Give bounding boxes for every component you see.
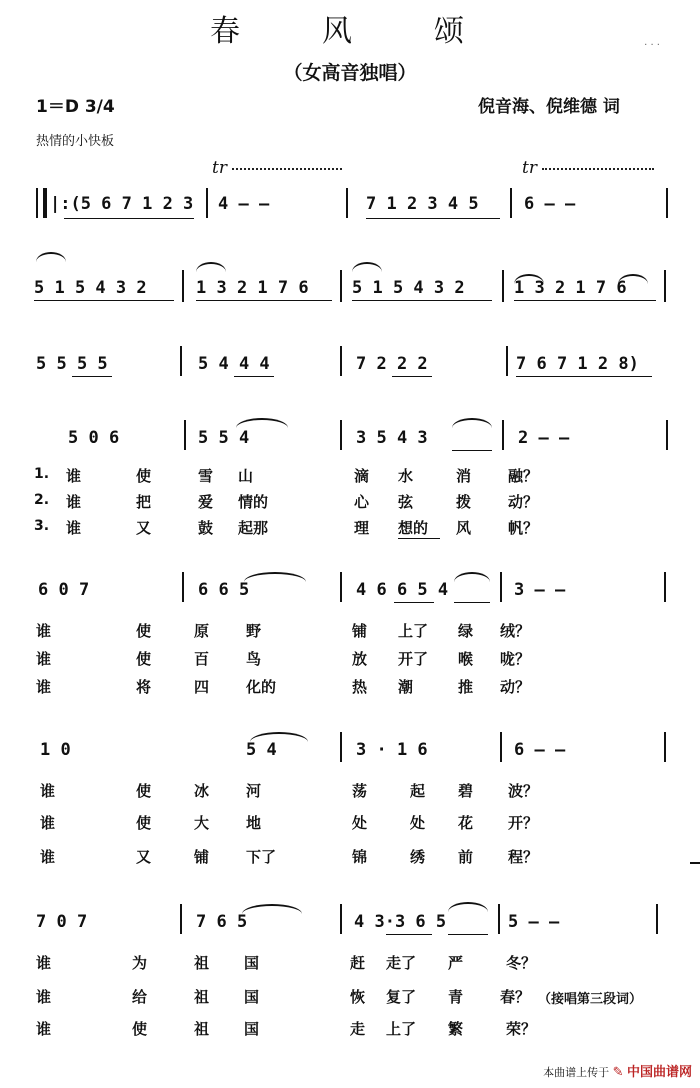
lyric: 波？ bbox=[508, 782, 539, 800]
lyric: 放 bbox=[352, 650, 368, 668]
lyric: 河 bbox=[246, 782, 262, 800]
lyric: 谁 bbox=[36, 1020, 52, 1038]
lyric: 冰 bbox=[194, 782, 210, 800]
lyric: 动？ bbox=[500, 678, 531, 696]
slur bbox=[448, 902, 488, 912]
lyric: 碧 bbox=[458, 782, 474, 800]
lyric: 荣？ bbox=[506, 1020, 537, 1038]
barline bbox=[656, 904, 658, 934]
lyric: 恢 bbox=[350, 988, 366, 1006]
measure-notes: 5 0 6 bbox=[68, 428, 120, 448]
lyric: 想的 bbox=[398, 519, 429, 537]
lyric: 滴 bbox=[354, 467, 370, 485]
lyric: 荡 bbox=[352, 782, 368, 800]
lyric: 复了 bbox=[386, 988, 417, 1006]
beam bbox=[452, 450, 492, 451]
lyric: 绣 bbox=[410, 848, 426, 866]
lyric: 谁 bbox=[66, 519, 82, 537]
lyric: 潮 bbox=[398, 678, 414, 696]
verse-number: 3. bbox=[34, 518, 50, 534]
barline bbox=[340, 270, 342, 302]
lyric: 上了 bbox=[398, 622, 429, 640]
beam bbox=[394, 602, 434, 603]
slur bbox=[236, 418, 288, 428]
lyric: 谁 bbox=[36, 954, 52, 972]
measure-notes: 1 3 2 1 7 6 bbox=[196, 278, 309, 298]
lyric: 谁 bbox=[66, 467, 82, 485]
measure-notes: 5 4 bbox=[246, 740, 277, 760]
barline bbox=[180, 904, 182, 934]
measure-notes: 6 — — bbox=[524, 194, 576, 214]
lyric: 又 bbox=[136, 519, 152, 537]
trill-mark: tr bbox=[212, 158, 227, 178]
lyric: 水 bbox=[398, 467, 414, 485]
measure-notes: |:(5 6 7 1 2 3 bbox=[50, 194, 194, 214]
barline bbox=[502, 420, 504, 450]
lyric: 把 bbox=[136, 493, 152, 511]
lyric: 使 bbox=[136, 622, 152, 640]
lyric: 下了 bbox=[246, 848, 277, 866]
barline bbox=[340, 346, 342, 376]
measure-notes: 5 — — bbox=[508, 912, 560, 932]
beam bbox=[34, 300, 174, 301]
lyric: 又 bbox=[136, 848, 152, 866]
lyric: 走了 bbox=[386, 954, 417, 972]
beam bbox=[514, 300, 656, 301]
repeat-start bbox=[36, 188, 47, 218]
barline bbox=[340, 732, 342, 762]
measure-notes: 4 — — bbox=[218, 194, 270, 214]
barline bbox=[184, 420, 186, 450]
lyric: 使 bbox=[136, 814, 152, 832]
measure-notes: 3 — — bbox=[514, 580, 566, 600]
beam bbox=[454, 602, 490, 603]
lyric: 谁 bbox=[36, 650, 52, 668]
measure-notes: 3 5 4 3 bbox=[356, 428, 428, 448]
lyric: 程？ bbox=[508, 848, 539, 866]
credit-text: 本曲谱上传于 bbox=[543, 1066, 610, 1079]
measure-notes: 4 6 6 5 4 bbox=[356, 580, 449, 600]
slur bbox=[196, 262, 226, 272]
lyric: 严 bbox=[448, 954, 464, 972]
beam bbox=[352, 300, 492, 301]
lyric: 春？ bbox=[500, 988, 531, 1006]
lyric: 鼓 bbox=[198, 519, 214, 537]
score-subtitle: （女高音独唱） bbox=[283, 62, 417, 84]
beam bbox=[196, 300, 332, 301]
score-title: 春 风 颂 bbox=[210, 14, 490, 49]
lyric: 野 bbox=[246, 622, 262, 640]
lyric: 青 bbox=[448, 988, 464, 1006]
lyric: 拨 bbox=[456, 493, 472, 511]
lyric: 冬？ bbox=[506, 954, 537, 972]
lyric: 铺 bbox=[352, 622, 368, 640]
lyric: 帆？ bbox=[508, 519, 539, 537]
lyric: 情的 bbox=[238, 493, 269, 511]
measure-notes: 5 1 5 4 3 2 bbox=[352, 278, 465, 298]
lyric: 谁 bbox=[36, 622, 52, 640]
lyric: 国 bbox=[244, 1020, 260, 1038]
beam bbox=[64, 218, 194, 219]
lyric: 谁 bbox=[40, 782, 56, 800]
measure-notes: 5 5 5 5 bbox=[36, 354, 108, 374]
lyric: 咙？ bbox=[500, 650, 531, 668]
slur bbox=[352, 262, 382, 272]
barline bbox=[182, 270, 184, 302]
slur bbox=[452, 418, 492, 428]
lyric: 弦 bbox=[398, 493, 414, 511]
lyric: 融？ bbox=[508, 467, 539, 485]
barline bbox=[502, 270, 504, 302]
beam bbox=[234, 376, 274, 377]
barline bbox=[664, 732, 666, 762]
corner-mark: · · · bbox=[644, 40, 660, 51]
measure-notes: 5 5 4 bbox=[198, 428, 250, 448]
lyric: 大 bbox=[194, 814, 210, 832]
beam bbox=[398, 538, 440, 539]
lyric: 谁 bbox=[36, 678, 52, 696]
slur bbox=[36, 252, 66, 262]
lyric: 推 bbox=[458, 678, 474, 696]
key-signature: 1＝D 3/4 bbox=[36, 97, 115, 117]
lyric: 处 bbox=[352, 814, 368, 832]
barline bbox=[500, 732, 502, 762]
lyric: 祖 bbox=[194, 1020, 210, 1038]
measure-notes: 7 1 2 3 4 5 bbox=[366, 194, 479, 214]
barline bbox=[506, 346, 508, 376]
trill-line bbox=[542, 168, 654, 170]
beam bbox=[516, 376, 652, 377]
barline bbox=[498, 904, 500, 934]
lyric: 锦 bbox=[352, 848, 368, 866]
barline bbox=[500, 572, 502, 602]
lyric: 谁 bbox=[40, 814, 56, 832]
verse-number: 2. bbox=[34, 492, 50, 508]
barline bbox=[180, 346, 182, 376]
lyric: 使 bbox=[136, 782, 152, 800]
lyric: 绿 bbox=[458, 622, 474, 640]
lyric: 消 bbox=[456, 467, 472, 485]
lyric: 起那 bbox=[238, 519, 269, 537]
trill-line bbox=[232, 168, 342, 170]
beam bbox=[366, 218, 500, 219]
lyric: 心 bbox=[354, 493, 370, 511]
measure-notes: 6 6 5 bbox=[198, 580, 250, 600]
barline bbox=[664, 270, 666, 302]
lyric: 鸟 bbox=[246, 650, 262, 668]
margin-tick bbox=[690, 862, 700, 864]
lyric: 山 bbox=[238, 467, 254, 485]
measure-notes: 7 2 2 2 bbox=[356, 354, 428, 374]
barline bbox=[510, 188, 512, 218]
lyric: 理 bbox=[354, 519, 370, 537]
lyric: 使 bbox=[136, 467, 152, 485]
verse-number: 1. bbox=[34, 466, 50, 482]
lyric: 谁 bbox=[36, 988, 52, 1006]
beam bbox=[386, 934, 432, 935]
tempo-marking: 热情的小快板 bbox=[36, 134, 115, 149]
lyric: 前 bbox=[458, 848, 474, 866]
lyric: 走 bbox=[350, 1020, 366, 1038]
lyric: 雪 bbox=[198, 467, 214, 485]
lyric: 动？ bbox=[508, 493, 539, 511]
lyric: 祖 bbox=[194, 988, 210, 1006]
lyric: 繁 bbox=[448, 1020, 464, 1038]
measure-notes: 6 — — bbox=[514, 740, 566, 760]
lyricist: 倪音海、倪维德 词 bbox=[478, 97, 620, 117]
measure-notes: 4 3·3 6 5 bbox=[354, 912, 447, 932]
slur bbox=[244, 572, 306, 582]
lyric: 使 bbox=[132, 1020, 148, 1038]
measure-notes: 7 6 7 1 2 8) bbox=[516, 354, 639, 374]
slur bbox=[618, 274, 648, 284]
lyric: 地 bbox=[246, 814, 262, 832]
lyric: 花 bbox=[458, 814, 474, 832]
barline bbox=[182, 572, 184, 602]
barline bbox=[346, 188, 348, 218]
measure-notes: 7 0 7 bbox=[36, 912, 88, 932]
barline bbox=[340, 904, 342, 934]
lyric: 开？ bbox=[508, 814, 539, 832]
lyric: 谁 bbox=[66, 493, 82, 511]
trill-mark: tr bbox=[522, 158, 537, 178]
performance-note: （接唱第三段词） bbox=[538, 992, 643, 1007]
measure-notes: 6 0 7 bbox=[38, 580, 90, 600]
lyric: 热 bbox=[352, 678, 368, 696]
measure-notes: 2 — — bbox=[518, 428, 570, 448]
lyric: 上了 bbox=[386, 1020, 417, 1038]
beam bbox=[392, 376, 432, 377]
lyric: 国 bbox=[244, 954, 260, 972]
lyric: 为 bbox=[132, 954, 148, 972]
lyric: 祖 bbox=[194, 954, 210, 972]
barline bbox=[340, 420, 342, 450]
barline bbox=[340, 572, 342, 602]
lyric: 绒？ bbox=[500, 622, 531, 640]
site-logo-icon: ✎ bbox=[612, 1065, 624, 1080]
lyric: 起 bbox=[410, 782, 426, 800]
site-credit bbox=[543, 1061, 692, 1080]
lyric: 将 bbox=[136, 678, 152, 696]
lyric: 化的 bbox=[246, 678, 277, 696]
beam bbox=[448, 934, 488, 935]
lyric: 国 bbox=[244, 988, 260, 1006]
lyric: 喉 bbox=[458, 650, 474, 668]
measure-notes: 5 4 4 4 bbox=[198, 354, 270, 374]
measure-notes: 7 6 5 bbox=[196, 912, 248, 932]
measure-notes: 3 · 1 6 bbox=[356, 740, 428, 760]
barline bbox=[206, 188, 208, 218]
lyric: 使 bbox=[136, 650, 152, 668]
barline bbox=[664, 572, 666, 602]
slur bbox=[514, 274, 544, 284]
measure-notes: 1 3 2 1 7 6 bbox=[514, 278, 627, 298]
lyric: 风 bbox=[456, 519, 472, 537]
barline bbox=[666, 420, 668, 450]
lyric: 赶 bbox=[350, 954, 366, 972]
lyric: 给 bbox=[132, 988, 148, 1006]
beam bbox=[72, 376, 112, 377]
slur bbox=[242, 904, 302, 914]
measure-notes: 1 0 bbox=[40, 740, 71, 760]
slur bbox=[250, 732, 308, 742]
barline bbox=[666, 188, 668, 218]
lyric: 百 bbox=[194, 650, 210, 668]
lyric: 谁 bbox=[40, 848, 56, 866]
lyric: 铺 bbox=[194, 848, 210, 866]
lyric: 四 bbox=[194, 678, 210, 696]
lyric: 爱 bbox=[198, 493, 214, 511]
lyric: 开了 bbox=[398, 650, 429, 668]
measure-notes: 5 1 5 4 3 2 bbox=[34, 278, 147, 298]
slur bbox=[454, 572, 490, 582]
credit-site: 中国曲谱网 bbox=[626, 1065, 692, 1080]
lyric: 处 bbox=[410, 814, 426, 832]
lyric: 原 bbox=[194, 622, 210, 640]
